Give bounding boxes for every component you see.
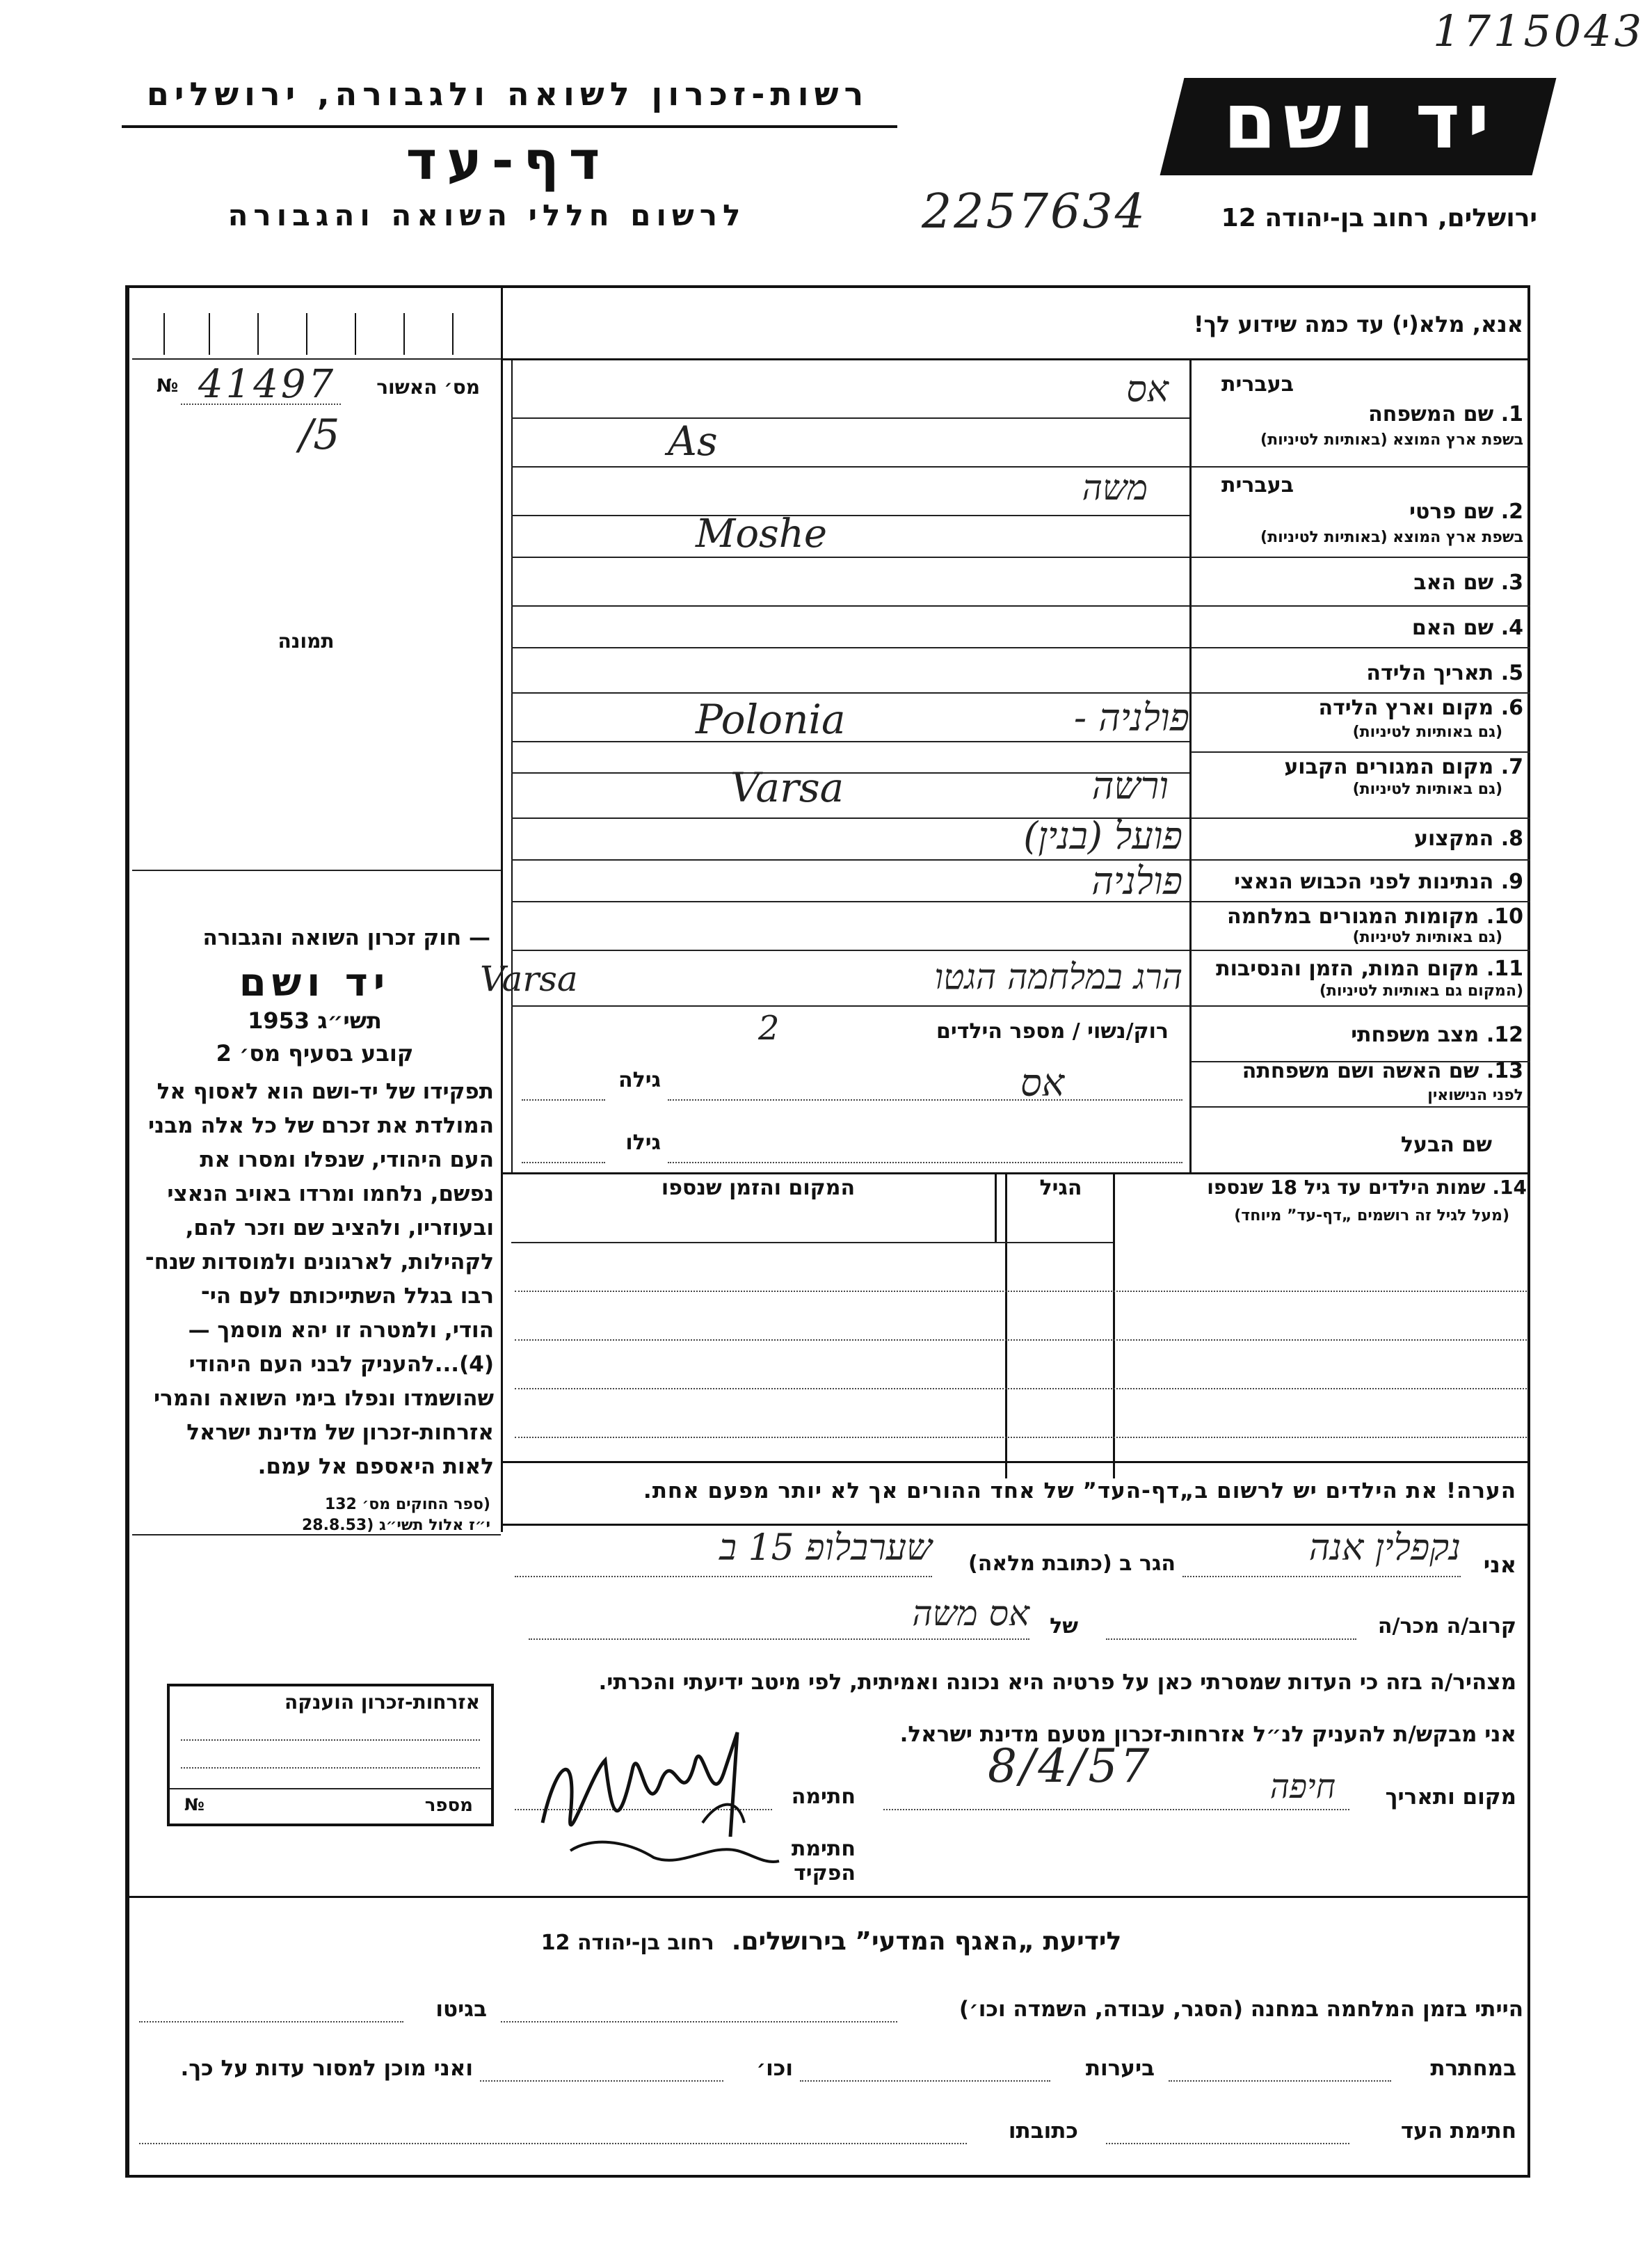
declarant-i-label: אני	[1483, 1551, 1516, 1578]
law-year: תשי״ג 1953	[248, 1007, 382, 1034]
husband-label: שם הבעל	[1400, 1133, 1492, 1157]
witness-signature-label: חתימת העד	[1400, 2119, 1516, 2144]
field-7-label: 7. מקום המגורים הקבוע	[1284, 755, 1523, 779]
field-3-label: 3. שם האב	[1413, 571, 1523, 595]
header-rule	[122, 125, 897, 128]
citizenship-no-symbol: №	[184, 1795, 205, 1814]
law-text	[143, 1075, 494, 1484]
field-13-label: 13. שם האשה ושם משפחתה	[1242, 1059, 1523, 1083]
scientific-title: לידיעת „האגף המדעי” בירושלים. רחוב בן-יהודה 12	[540, 1927, 1122, 1956]
label-in-hebrew-1: בעברית	[1221, 372, 1294, 397]
place-value: חיפה	[1269, 1767, 1336, 1806]
field-13-sub: לפני הנישואין	[1427, 1087, 1523, 1104]
law-line: לאות היאספם אל עמם.	[257, 1454, 494, 1479]
date-value: 8/4/57	[988, 1739, 1153, 1793]
ready-label: ואני מוכן למסור עדות על כך.	[180, 2056, 473, 2081]
children-row	[515, 1291, 1527, 1292]
residence-hebrew-value: ורשה	[1091, 764, 1169, 808]
field-9-label: 9. הנתינות לפני הכבוש הנאצי	[1234, 870, 1523, 894]
field-1-label: 1. שם המשפחה	[1368, 402, 1523, 426]
approval-no-symbol: №	[157, 376, 179, 397]
place-date-label: מקום ותאריך	[1385, 1785, 1516, 1810]
marital-options: רוק/נשוי / מספר הילדים	[936, 1019, 1169, 1044]
forests-label: ביערות	[1085, 2056, 1155, 2081]
field-8-label: 8. המקצוע	[1413, 827, 1523, 851]
field-7-sub: (גם באותיות לטיניות)	[1352, 781, 1502, 798]
archive-number: 1715043	[1433, 6, 1645, 56]
surname-hebrew-value: אס	[1126, 369, 1169, 410]
field-10-label: 10. מקומות המגורים במלחמה	[1227, 904, 1523, 929]
authority-name: רשות-זכרון לשואה ולגבורה, ירושלים	[146, 75, 869, 113]
children-row	[515, 1388, 1527, 1389]
residence-latin-value: Varsa	[730, 764, 844, 811]
law-line: הודי, ולמטרה זו יהא מוסמך —	[188, 1318, 494, 1343]
field-4-label: 4. שם האם	[1411, 616, 1523, 640]
address-value: שערבלופ 15 ב	[719, 1527, 932, 1569]
place-column-header: המקום והזמן שנספו	[661, 1176, 856, 1200]
death-place-latin-value: Varsa	[480, 959, 578, 999]
note: הערה! את הילדים יש לרשום ב„דף-העד” של אחד ההורים אך לא יותר מפעם אחת.	[643, 1478, 1516, 1503]
relative-label: קרוב/ה מכר/ה	[1377, 1614, 1516, 1638]
children-row	[515, 1437, 1527, 1438]
law-line: אזרחות-זכרון של מדינת ישראל	[186, 1420, 494, 1445]
law-ref-1: (ספר החוקים מס׳ 132	[324, 1496, 490, 1513]
children-row	[515, 1339, 1527, 1341]
etc-label: וכו׳	[756, 2056, 793, 2081]
witness-address-label: כתובתו	[1008, 2119, 1078, 2144]
citizenship-box-title: אזרחות-זכרון הוענקה	[284, 1691, 480, 1714]
field-6-label: 6. מקום וארץ הלידה	[1318, 696, 1523, 720]
approval-number: 41497	[198, 362, 337, 407]
field-2-label: 2. שם פרטי	[1409, 500, 1523, 524]
residing-label: הגר ב (כתובת מלאה)	[968, 1551, 1176, 1576]
label-divider	[1189, 358, 1192, 1172]
label-in-hebrew-2: בעברית	[1221, 473, 1294, 497]
law-clause: קובע בסעיף מס׳ 2	[216, 1040, 414, 1067]
instruction: אנא, מלא(י) עד כמה שידוע לך!	[1193, 311, 1523, 337]
declarant-name-value: נקפלין אנה	[1308, 1527, 1461, 1569]
age-column-header: הגיל	[1039, 1176, 1082, 1200]
signature-label: חתימה	[791, 1785, 856, 1809]
field-2-sub: בשפת ארץ המוצא (באותיות לטיניות)	[1260, 529, 1523, 546]
field-10-sub: (גם באותיות לטיניות)	[1352, 929, 1502, 946]
form-subtitle: לרשום חללי השואה והגבורה	[227, 198, 746, 232]
form-number: 2257634	[922, 184, 1147, 239]
law-line: נפשם, נלחמו ומרדו באויב הנאצי	[167, 1181, 494, 1206]
law-logo: יד ושם	[239, 960, 391, 1005]
profession-value: פועל (בנין)	[1023, 814, 1182, 858]
underground-label: במחתרת	[1430, 2056, 1516, 2081]
children-sub: (מעל לגיל זה רושמים „דף-עד” מיוחד)	[1234, 1207, 1509, 1224]
birthplace-latin-value: Polonia	[696, 696, 846, 743]
approval-suffix: /5	[299, 410, 340, 459]
law-line: העם היהודי, שנפלו ומסרו את	[200, 1147, 494, 1172]
of-value: אס משה	[912, 1593, 1029, 1634]
death-place-hebrew-value: הרג במלחמה הגטו	[934, 957, 1182, 997]
children-label: 14. שמות הילדים עד גיל 18 שנספו	[1207, 1176, 1527, 1199]
law-line: ובעוזריו, ולהציב שם וזכר להם,	[185, 1215, 494, 1240]
husband-age-label: גילו	[625, 1131, 661, 1155]
field-5-label: 5. תאריך הלידה	[1366, 661, 1523, 685]
law-line: רבו בגלל השתייכותם לעם הי־	[200, 1284, 494, 1309]
field-6-sub: (גם באותיות לטיניות)	[1352, 724, 1502, 741]
statement: מצהיר/ה בזה כי העדות שמסרתי כאן על פרטיה היא נכונה ואמיתית, לפי מיטב ידיעתי והכרתי.	[598, 1670, 1516, 1695]
ghetto-label: בגיטו	[435, 1997, 487, 2022]
tick-strip	[132, 292, 497, 358]
law-ref-2: י״ז אלול תשי״ג (28.8.53	[301, 1517, 490, 1534]
clerk-signature-label: חתימת הפקיד	[791, 1837, 856, 1885]
field-12-label: 12. מצב משפחתי	[1351, 1023, 1523, 1047]
request: אני מבקש/ת להעניק לנ״ל אזרחות-זכרון מטעם מדינת ישראל.	[899, 1722, 1516, 1747]
field-11-sub: (המקום גם באותיות לטיניות)	[1319, 982, 1523, 1000]
birthplace-hebrew-value: פולניה -	[1073, 696, 1189, 740]
nationality-value: פולניה	[1091, 859, 1182, 903]
left-panel-border	[501, 287, 503, 1532]
law-line: המולדת את זכרם של כל אלה מבני	[148, 1113, 494, 1138]
field-1-sub: בשפת ארץ המוצא (באותיות לטיניות)	[1260, 431, 1523, 449]
of-label: של	[1050, 1614, 1078, 1638]
address: ירושלים, רחוב בן-יהודה 12	[1221, 204, 1537, 232]
form-title: דף-עד	[406, 129, 610, 191]
wife-age-label: גילה	[618, 1068, 661, 1092]
marital-children-value: 2	[758, 1009, 780, 1048]
wife-name-value: אס	[1020, 1061, 1064, 1105]
firstname-latin-value: Moshe	[696, 511, 827, 557]
firstname-hebrew-value: משה	[1082, 468, 1148, 508]
law-line: שהושמדו ונפלו בימי השואה והמרי	[154, 1386, 494, 1411]
scientific-line-1: הייתי בזמן המלחמה במחנה (הסגר, עבודה, השמדה וכו׳)	[959, 1997, 1523, 2022]
citizenship-number-label: מספר	[424, 1795, 473, 1816]
law-line: (4)...להעניק לבני העם היהודי	[189, 1352, 494, 1377]
surname-latin-value: As	[668, 417, 718, 465]
law-title: — חוק זכרון השואה והגבורה	[202, 925, 490, 950]
photo-label: תמונה	[278, 630, 335, 653]
approval-label: מס׳ האשור	[376, 376, 480, 399]
law-line: תפקידו של יד-ושם הוא לאסוף אל	[157, 1079, 494, 1104]
logo-text: יד ושם	[1223, 77, 1497, 166]
field-11-label: 11. מקום המות, הזמן והנסיבות	[1216, 957, 1523, 981]
law-line: לקהילות, לארגונים ולמוסדות שנח־	[145, 1250, 494, 1275]
